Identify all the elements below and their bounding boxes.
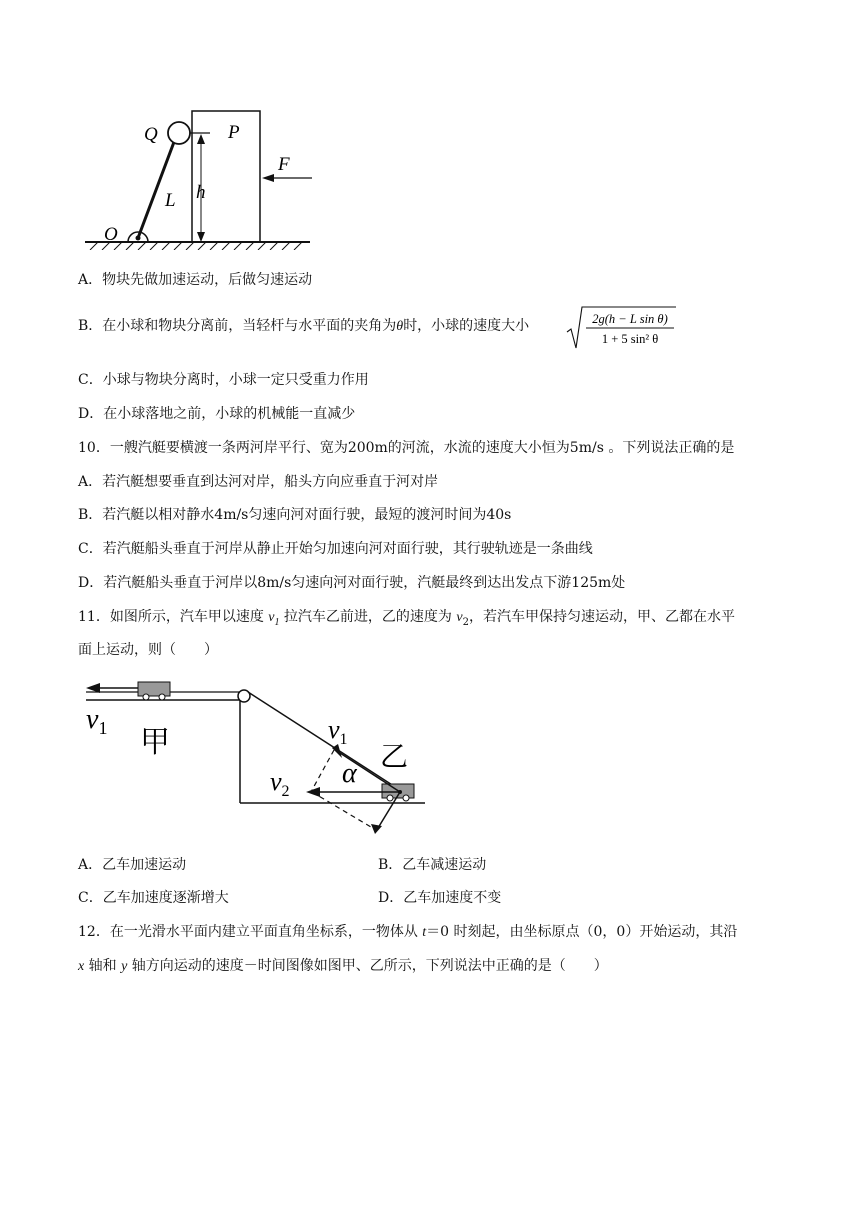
q10-option-d: D．若汽艇船头垂直于河岸以8m/s匀速向河对面行驶，汽艇最终到达出发点下游125m处	[78, 575, 626, 591]
label-h: h	[196, 182, 206, 203]
q9-option-d: D．在小球落地之前，小球的机械能一直减少	[78, 406, 356, 422]
q12-stem-line1	[78, 922, 737, 943]
q11-option-a: A．乙车加速运动	[78, 857, 187, 873]
q11-stem-part-c: ，若汽车甲保持匀速运动，甲、乙都在水平	[468, 609, 735, 625]
q9-option-a: A．物块先做加速运动，后做匀速运动	[78, 272, 313, 288]
q12-x: x	[78, 959, 85, 974]
q12-stem-part-a: 12．在一光滑水平面内建立平面直角坐标系，一物体从	[78, 924, 423, 940]
q12-stem-part-c: 轴和	[84, 958, 122, 974]
q10-option-a: A．若汽艇想要垂直到达河对岸，船头方向应垂直于河对岸	[78, 474, 439, 490]
label-q: Q	[144, 124, 158, 145]
q11-option-c: C．乙车加速度逐渐增大	[78, 890, 229, 906]
cars-rope-figure	[80, 672, 440, 842]
q11-stem-part-b: 拉汽车乙前进，乙的速度为	[279, 609, 457, 625]
car-jia	[138, 682, 170, 696]
label-f: F	[278, 154, 290, 175]
q9-option-c: C．小球与物块分离时，小球一定只受重力作用	[78, 372, 369, 388]
q11-v1: v	[268, 610, 275, 625]
label-l: L	[165, 190, 176, 211]
label-jia: 甲	[140, 725, 170, 760]
q10-stem: 10．一艘汽艇要横渡一条两河岸平行、宽为200m的河流，水流的速度大小恒为5m/s 。下列说法正确的是	[78, 440, 735, 456]
q11-v2: v	[456, 610, 463, 625]
formula-denominator: 1 + 5 sin² θ	[601, 332, 659, 346]
q9-theta: θ	[396, 319, 404, 334]
label-p: P	[228, 122, 240, 143]
label-v1-left: $v_1$	[86, 704, 108, 738]
q12-stem-line2	[78, 956, 608, 977]
q12-stem-part-b: ＝0 时刻起，由坐标原点（0，0）开始运动，其沿	[426, 924, 738, 940]
q10-option-c: C．若汽艇船头垂直于河岸从静止开始匀加速向河对面行驶，其行驶轨迹是一条曲线	[78, 541, 593, 557]
label-v1-rope: $v_1$	[328, 715, 348, 748]
q10-option-b: B．若汽艇以相对静水4m/s匀速向河对面行驶，最短的渡河时间为40s	[78, 507, 512, 523]
sqrt-formula	[566, 304, 678, 352]
q11-stem-line1	[78, 607, 735, 633]
label-alpha: α	[342, 758, 357, 789]
q11-stem-line2: 面上运动，则（ ）	[78, 642, 218, 658]
q11-option-b: B．乙车减速运动	[378, 857, 487, 873]
q9-option-b-mid: 时，小球的速度大小	[403, 318, 530, 334]
rod-block-figure	[80, 100, 320, 250]
q11-stem-part-a: 11．如图所示，汽车甲以速度	[78, 609, 269, 625]
q9-option-b-prefix: B．在小球和物块分离前，当轻杆与水平面的夹角为	[78, 318, 397, 334]
q12-stem-part-d: 轴方向运动的速度－时间图像如图甲、乙所示，下列说法中正确的是（ ）	[127, 958, 608, 974]
label-v2: $v_2$	[270, 767, 290, 800]
formula-numerator: 2g(h − L sin θ)	[592, 312, 668, 326]
label-yi: 乙	[380, 740, 409, 773]
q12-t: t	[422, 925, 427, 940]
q11-v1-sub: 1	[274, 616, 280, 628]
q11-option-d: D．乙车加速度不变	[378, 890, 502, 906]
q9-option-b	[78, 316, 529, 337]
q12-y: y	[121, 959, 128, 974]
q11-v2-sub: 2	[462, 616, 469, 628]
label-o: O	[104, 224, 118, 245]
